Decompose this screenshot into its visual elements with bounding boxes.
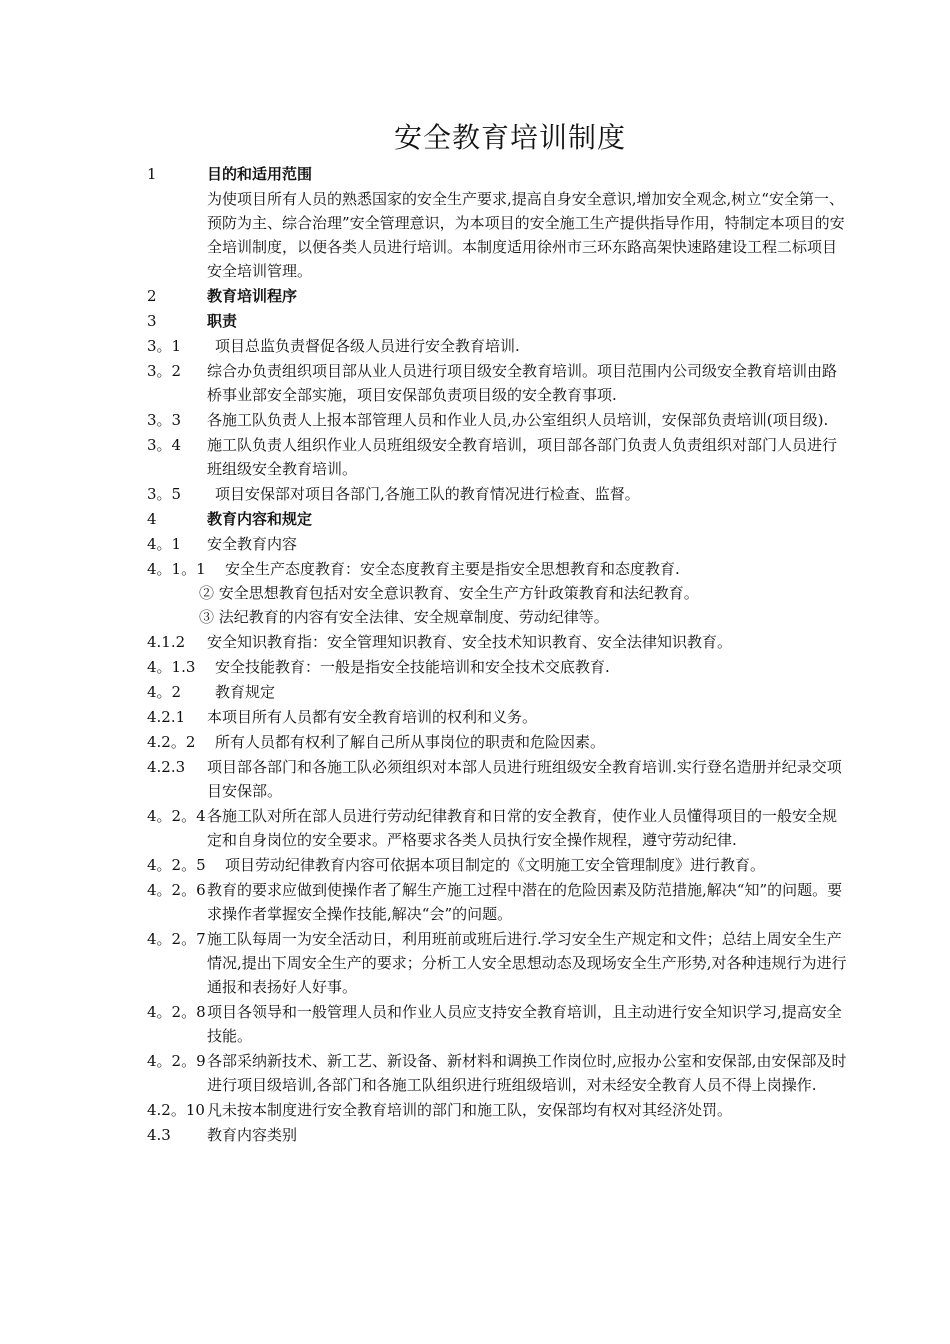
section-heading: 教育内容和规定 xyxy=(207,510,313,528)
clause-number: 4。1 xyxy=(147,535,182,553)
clause-4-2-6 xyxy=(147,878,847,926)
clause-3-1 xyxy=(147,334,847,358)
clause-text: 教育的要求应做到使操作者了解生产施工过程中潜在的危险因素及防范措施,解决“知”的问题。要求操作者掌握安全操作技能,解决“会”的问题。 xyxy=(207,881,843,923)
document-title: 安全教育培训制度 xyxy=(393,121,626,154)
clause-4-2-7 xyxy=(147,927,847,999)
clause-number: 4。1。1 xyxy=(147,560,206,578)
clause-number: 4。2。6 xyxy=(147,881,206,899)
section-number xyxy=(147,187,207,283)
clause-text: 安全技能教育：一般是指安全技能培训和安全技术交底教育. xyxy=(215,658,610,676)
clause-4-1-3 xyxy=(147,655,847,679)
list-item-text: ② 安全思想教育包括对安全意识教育、安全生产方针政策教育和法纪教育。 xyxy=(199,584,699,602)
clause-number: 4。2。7 xyxy=(147,930,206,948)
section-heading: 目的和适用范围 xyxy=(207,165,313,183)
clause-text: 项目部各部门和各施工队必须组织对本部人员进行班组级安全教育培训.实行登名造册并纪录交项目安保部。 xyxy=(207,758,842,800)
clause-4-3 xyxy=(147,1123,847,1147)
clause-4-2-4 xyxy=(147,804,847,852)
list-indent xyxy=(147,581,199,605)
clause-text: 所有人员都有权利了解自己所从事岗位的职责和危险因素。 xyxy=(215,733,606,751)
section-number: 3 xyxy=(147,312,157,330)
clause-3-4 xyxy=(147,433,847,481)
clause-number: 3。4 xyxy=(147,436,182,454)
clause-text: 教育内容类别 xyxy=(207,1126,298,1144)
section-4-heading xyxy=(147,507,847,531)
list-item xyxy=(147,581,847,605)
section-3-heading xyxy=(147,309,847,333)
paragraph-text: 为使项目所有人员的熟悉国家的安全生产要求,提高自身安全意识,增加安全观念,树立“安全第一、预防为主、综合治理”安全管理意识，为本项目的安全施工生产提供指导作用，特制定本项目的安全培训制度，以便各类人员进行培训。本制度适用徐州市三环东路高架快速路建设工程二标项目安全培训管理。 xyxy=(207,190,845,280)
clause-text: 项目总监负责督促各级人员进行安全教育培训. xyxy=(215,337,520,355)
document-body xyxy=(147,162,847,1148)
clause-text: 各施工队负责人上报本部管理人员和作业人员,办公室组织人员培训，安保部负责培训(项目级). xyxy=(207,411,829,429)
clause-text: 综合办负责组织项目部从业人员进行项目级安全教育培训。项目范围内公司级安全教育培训由路桥事业部安全部实施，项目安保部负责项目级的安全教育事项. xyxy=(207,362,838,404)
clause-3-5 xyxy=(147,482,847,506)
clause-4-1-2 xyxy=(147,630,847,654)
clause-number: 4.2.3 xyxy=(147,758,186,776)
clause-3-3 xyxy=(147,408,847,432)
section-number: 1 xyxy=(147,165,157,183)
section-1-paragraph xyxy=(147,187,847,283)
clause-4-1-1 xyxy=(147,557,847,581)
clause-text: 安全生产态度教育：安全态度教育主要是指安全思想教育和态度教育. xyxy=(225,560,680,578)
section-heading: 职责 xyxy=(207,312,238,330)
clause-text: 各施工队对所在部人员进行劳动纪律教育和日常的安全教育，使作业人员懂得项目的一般安全规定和自身岗位的安全要求。严格要求各类人员执行安全操作规程，遵守劳动纪律. xyxy=(207,807,838,849)
clause-number: 4.2.1 xyxy=(147,708,186,726)
clause-4-1 xyxy=(147,532,847,556)
list-item-text: ③ 法纪教育的内容有安全法律、安全规章制度、劳动纪律等。 xyxy=(199,608,609,626)
clause-text: 项目各领导和一般管理人员和作业人员应支持安全教育培训，且主动进行安全知识学习,提高安全技能。 xyxy=(207,1003,842,1045)
clause-text: 本项目所有人员都有安全教育培训的权利和义务。 xyxy=(207,708,538,726)
section-1-heading xyxy=(147,162,847,186)
clause-4-2-3 xyxy=(147,755,847,803)
clause-number: 3。2 xyxy=(147,362,182,380)
clause-text: 凡未按本制度进行安全教育培训的部门和施工队，安保部均有权对其经济处罚。 xyxy=(207,1101,733,1119)
clause-number: 4。2 xyxy=(147,683,182,701)
clause-number: 4.1.2 xyxy=(147,633,186,651)
clause-text: 安全知识教育指：安全管理知识教育、安全技术知识教育、安全法律知识教育。 xyxy=(207,633,733,651)
clause-text: 各部采纳新技术、新工艺、新设备、新材料和调换工作岗位时,应报办公室和安保部,由安保部及时进行项目级培训,各部门和各施工队组织进行班组级培训，对未经安全教育人员不得上岗操作. xyxy=(207,1052,847,1094)
clause-text: 施工队负责人组织作业人员班组级安全教育培训，项目部各部门负责人负责组织对部门人员进行班组级安全教育培训。 xyxy=(207,436,838,478)
clause-4-2-9 xyxy=(147,1049,847,1097)
clause-text: 项目劳动纪律教育内容可依据本项目制定的《文明施工安全管理制度》进行教育。 xyxy=(225,856,766,874)
list-item xyxy=(147,605,847,629)
clause-number: 4。2。5 xyxy=(147,856,206,874)
section-2-heading xyxy=(147,284,847,308)
clause-number: 3。5 xyxy=(147,485,182,503)
clause-3-2 xyxy=(147,359,847,407)
section-number: 4 xyxy=(147,510,157,528)
clause-4-2-2 xyxy=(147,730,847,754)
clause-text: 项目安保部对项目各部门,各施工队的教育情况进行检查、监督。 xyxy=(215,485,640,503)
section-heading: 教育培训程序 xyxy=(207,287,298,305)
clause-4-2-8 xyxy=(147,1000,847,1048)
clause-4-2-5 xyxy=(147,853,847,877)
clause-text: 教育规定 xyxy=(215,683,276,701)
clause-number: 4。1.3 xyxy=(147,658,196,676)
clause-4-2 xyxy=(147,680,847,704)
clause-number: 4.2。10 xyxy=(147,1101,205,1119)
clause-4-2-10 xyxy=(147,1098,847,1122)
section-number: 2 xyxy=(147,287,157,305)
clause-number: 4.2。2 xyxy=(147,733,196,751)
clause-number: 4。2。9 xyxy=(147,1052,206,1070)
clause-number: 4。2。4 xyxy=(147,807,206,825)
clause-number: 4。2。8 xyxy=(147,1003,206,1021)
clause-text: 安全教育内容 xyxy=(207,535,298,553)
clause-number: 3。3 xyxy=(147,411,182,429)
list-indent xyxy=(147,605,199,629)
clause-number: 4.3 xyxy=(147,1126,171,1144)
clause-text: 施工队每周一为安全活动日，利用班前或班后进行.学习安全生产规定和文件；总结上周安全生产情况,提出下周安全生产的要求；分析工人安全思想动态及现场安全生产形势,对各种违规行为进行通报和表扬好人好事。 xyxy=(207,930,847,996)
clause-number: 3。1 xyxy=(147,337,182,355)
clause-4-2-1 xyxy=(147,705,847,729)
